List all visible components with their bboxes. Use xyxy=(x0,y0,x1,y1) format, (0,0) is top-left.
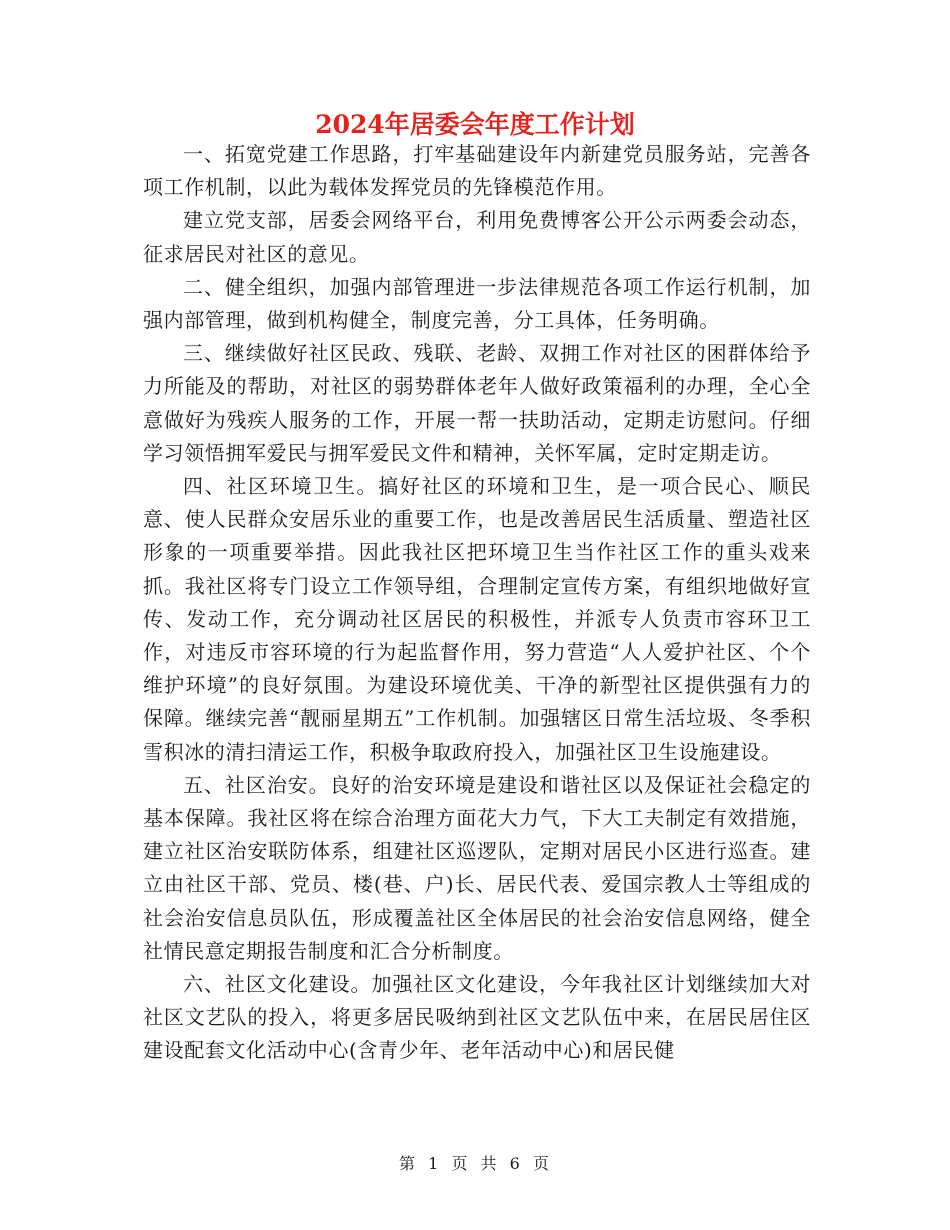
footer-page-word: 页 xyxy=(451,1154,470,1173)
paragraph-7: 六、社区文化建设。加强社区文化建设，今年我社区计划继续加大对社区文艺队的投入，将更多居民吸纳到社区文艺队伍中来，在居民居住区建设配套文化活动中心(含青少年、老年活动中心)和居民健 xyxy=(143,972,811,1063)
paragraph-3: 二、健全组织，加强内部管理进一步法律规范各项工作运行机制，加强内部管理，做到机构健全，制度完善，分工具体，任务明确。 xyxy=(143,274,811,333)
paragraph-1: 一、拓宽党建工作思路，打牢基础建设年内新建党员服务站，完善各项工作机制，以此为载体发挥党员的先锋模范作用。 xyxy=(143,142,811,200)
footer-current-page: 1 xyxy=(428,1154,441,1173)
document-body xyxy=(143,138,811,1068)
paragraph-5: 四、社区环境卫生。搞好社区的环境和卫生，是一项合民心、顺民意、使人民群众安居乐业的重要工作，也是改善居民生活质量、塑造社区形象的一项重要举措。因此我社区把环境卫生当作社区工作的重头戏来抓。我社区将专门设立工作领导组，合理制定宣传方案，有组织地做好宣传、发动工作，充分调动社区居民的积极性，并派专人负责市容环卫工作，对违反市容环境的行为起监督作用，努力营造“人人爱护社区、个个维护环境”的良好氛围。为建设环境优美、干净的新型社区提供强有力的保障。继续完善“靓丽星期五”工作机制。加强辖区日常生活垃圾、冬季积雪积冰的清扫清运工作，积极争取政府投入，加强社区卫生设施建设。 xyxy=(143,474,811,764)
paragraph-6: 五、社区治安。良好的治安环境是建设和谐社区以及保证社会稳定的基本保障。我社区将在综合治理方面花大力气，下大工夫制定有效措施，建立社区治安联防体系，组建社区巡逻队，定期对居民小区进行巡查。建立由社区干部、党员、楼(巷、户)长、居民代表、爱国宗教人士等组成的社会治安信息员队伍，形成覆盖社区全体居民的社会治安信息网络，健全社情民意定期报告制度和汇合分析制度。 xyxy=(143,772,811,963)
footer-total-prefix: 共 xyxy=(480,1154,499,1173)
page-title: 2024年居委会年度工作计划 xyxy=(315,110,635,139)
paragraph-2: 建立党支部，居委会网络平台，利用免费博客公开公示两委会动态，征求居民对社区的意见。 xyxy=(143,208,811,266)
page-footer xyxy=(0,1153,950,1175)
paragraph-4: 三、继续做好社区民政、残联、老龄、双拥工作对社区的困群体给予力所能及的帮助，对社区的弱势群体老年人做好政策福利的办理，全心全意做好为残疾人服务的工作，开展一帮一扶助活动，定期走访慰问。仔细学习领悟拥军爱民与拥军爱民文件和精神，关怀军属，定时定期走访。 xyxy=(143,341,811,465)
footer-suffix: 页 xyxy=(532,1154,551,1173)
footer-total-pages: 6 xyxy=(509,1154,522,1173)
footer-prefix: 第 xyxy=(399,1154,418,1173)
